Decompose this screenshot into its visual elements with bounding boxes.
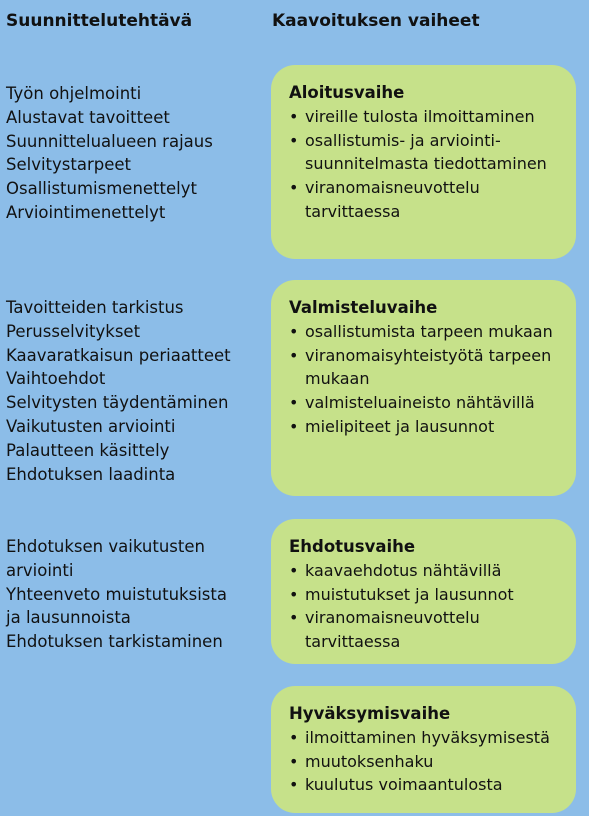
phase-item-text: viranomaisyhteistyötä tarpeen mukaan [305,345,552,389]
phase-item-text: ilmoittaminen hyväksymisestä [305,727,550,747]
task-item: Selvitysten täydentäminen [6,393,229,413]
bullet-dot-icon: • [289,727,299,747]
task-item: Ehdotuksen laadinta [6,464,176,484]
planning-tasks-header: Suunnittelutehtävä [6,11,193,31]
task-item: Vaihtoehdot [6,369,106,389]
phase-item-list [289,559,566,654]
task-item: ja lausunnoista [6,608,131,628]
task-item: Palautteen käsittely [6,440,170,460]
task-item: Yhteenveto muistutuksista [6,584,227,604]
phase-item-text: valmisteluaineisto nähtävillä [305,393,535,413]
phase-item-text: osallistumista tarpeen mukaan [305,321,553,341]
phase-item [289,105,566,129]
task-group-3 [6,535,227,654]
phase-item [289,129,566,177]
task-item: Vaikutusten arviointi [6,416,176,436]
bullet-dot-icon: • [289,393,299,413]
phase-title: Valmisteluvaihe [289,298,438,317]
phase-item-text: mielipiteet ja lausunnot [305,416,495,436]
bullet-dot-icon: • [289,178,299,198]
phase-item [289,606,566,654]
phase-item-text: kuulutus voimaantulosta [305,775,503,795]
phase-item-list [289,105,566,224]
bullet-dot-icon: • [289,106,299,126]
phase-item [289,391,566,415]
phase-item-text: muistutukset ja lausunnot [305,584,514,604]
phase-title: Ehdotusvaihe [289,537,416,556]
phase-item [289,773,566,797]
task-item: Ehdotuksen vaikutusten [6,537,205,556]
phase-item [289,176,566,224]
phase-item [289,320,566,344]
phase-item-text: vireille tulosta ilmoittaminen [305,106,535,126]
phase-item-text: viranomaisneuvottelu tarvittaessa [305,178,480,221]
phase-item-text: viranomaisneuvottelu tarvittaessa [305,608,480,652]
phase-title: Aloitusvaihe [289,83,405,102]
phase-item-list [289,320,566,439]
task-item: Osallistumismenettelyt [6,179,197,199]
bullet-dot-icon: • [289,584,299,604]
bullet-dot-icon: • [289,608,299,628]
task-group-2 [6,296,231,486]
phase-item [289,583,566,607]
bullet-dot-icon: • [289,321,299,341]
phase-box-ehdotusvaihe [271,519,576,664]
bullet-dot-icon: • [289,751,299,771]
task-item: Tavoitteiden tarkistus [6,298,184,317]
task-item: Suunnittelualueen rajaus [6,131,213,151]
task-item: Selvitystarpeet [6,155,131,175]
task-item: Ehdotuksen tarkistaminen [6,632,223,652]
bullet-dot-icon: • [289,345,299,365]
task-item: arviointi [6,560,74,580]
phase-item [289,750,566,774]
phase-item-list [289,726,566,797]
task-item: Perusselvitykset [6,321,141,341]
phase-title: Hyväksymisvaihe [289,704,451,723]
phase-item-text: osallistumis- ja arviointi-suunnitelmasta tiedottaminen [305,130,547,174]
task-item: Kaavaratkaisun periaatteet [6,345,231,365]
phase-item [289,344,566,392]
bullet-dot-icon: • [289,775,299,795]
phase-item [289,415,566,439]
task-item: Alustavat tavoitteet [6,107,170,127]
phase-item [289,726,566,750]
phase-item-text: kaavaehdotus nähtävillä [305,560,502,580]
planning-phases-header: Kaavoituksen vaiheet [272,11,480,31]
phase-box-hyvaksymisvaihe [271,686,576,813]
phase-item-text: muutoksenhaku [305,751,434,771]
bullet-dot-icon: • [289,416,299,436]
task-item: Työn ohjelmointi [6,84,142,103]
phase-item [289,559,566,583]
phase-box-valmisteluvaihe [271,280,576,496]
task-group-1 [6,82,213,225]
phase-box-aloitusvaihe [271,65,576,259]
bullet-dot-icon: • [289,560,299,580]
task-item: Arviointimenettelyt [6,202,166,222]
bullet-dot-icon: • [289,130,299,150]
